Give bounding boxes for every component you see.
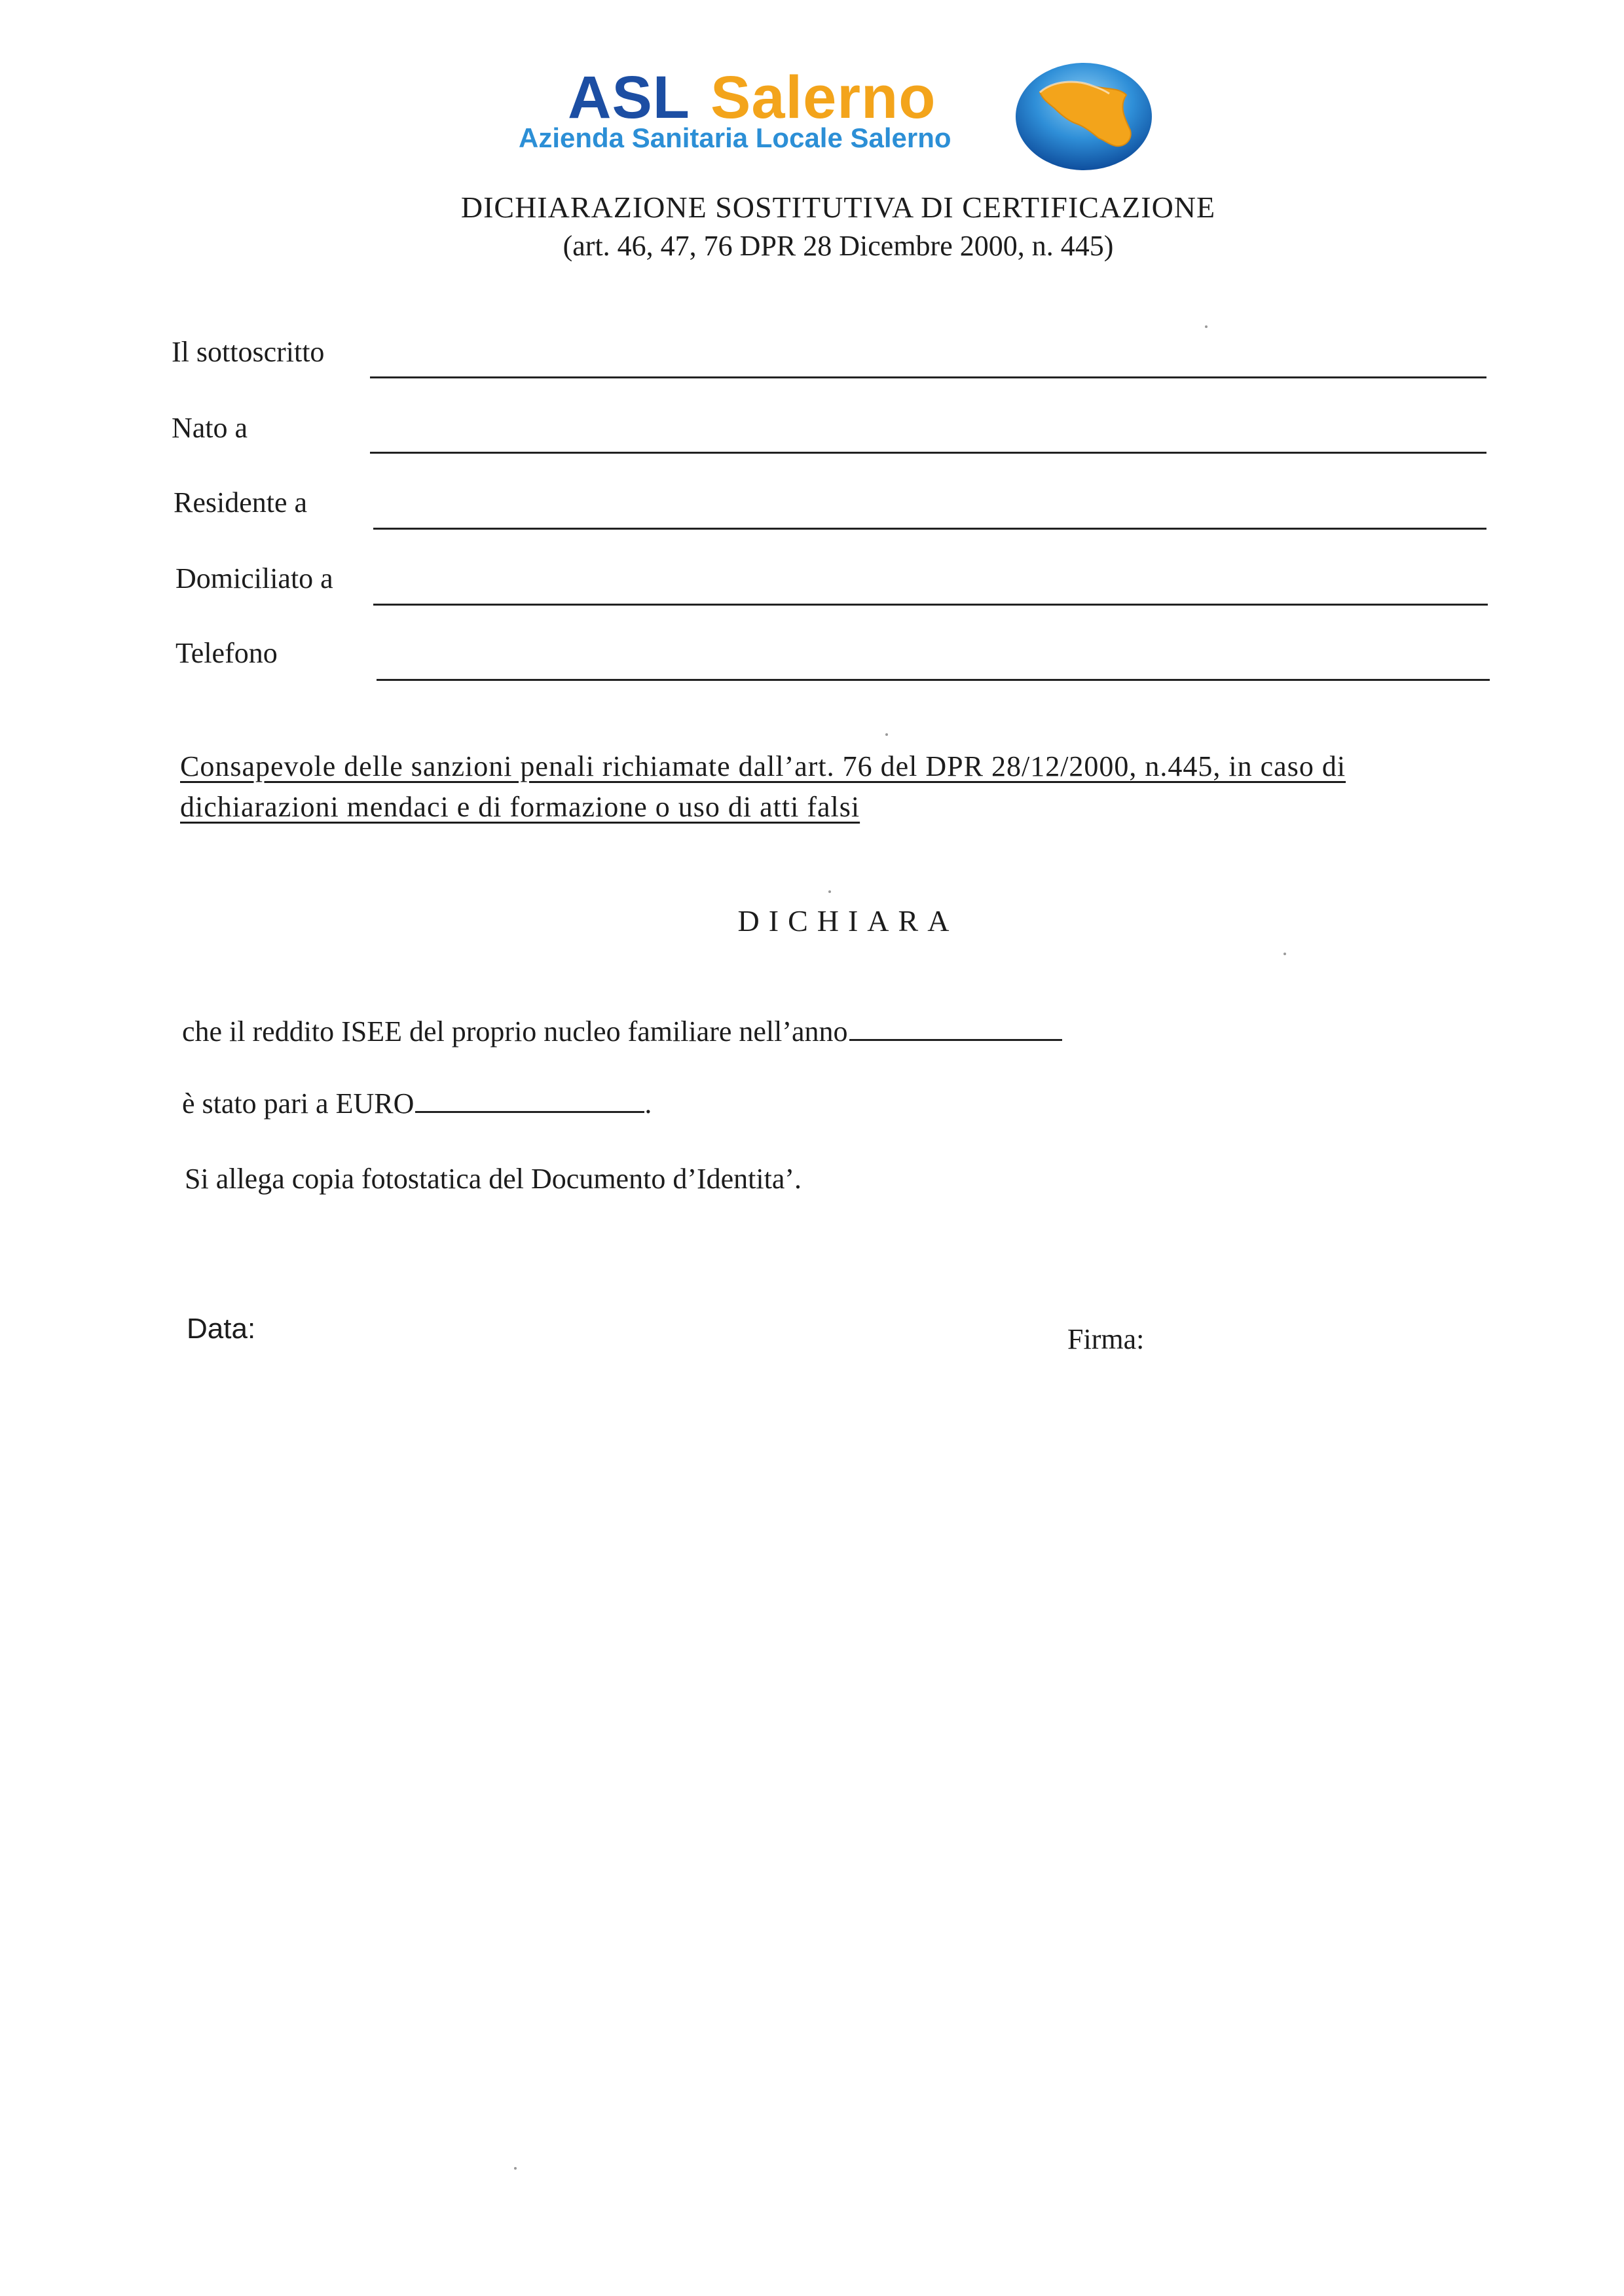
- date-label: Data:: [187, 1313, 256, 1345]
- asl-salerno-logo: [504, 56, 1159, 180]
- scan-speck: [828, 890, 831, 893]
- field-input-residente[interactable]: [373, 528, 1486, 530]
- statement-attachment: Si allega copia fotostatica del Documento d’Identita’.: [185, 1163, 802, 1195]
- field-input-sottoscritto[interactable]: [370, 376, 1486, 378]
- logo-name-asl: ASL: [568, 64, 690, 131]
- legal-warning: [180, 746, 1529, 828]
- field-input-domiciliato[interactable]: [373, 604, 1488, 606]
- amount-euro-blank[interactable]: [415, 1111, 644, 1113]
- statement-income-text: che il reddito ISEE del proprio nucleo familiare nell’anno: [182, 1015, 848, 1048]
- legal-warning-line-1: Consapevole delle sanzioni penali richiamate dall’art. 76 del DPR 28/12/2000, n.445, in caso di: [180, 750, 1346, 782]
- legal-reference: (art. 46, 47, 76 DPR 28 Dicembre 2000, n. 445): [563, 230, 1114, 262]
- income-year-blank[interactable]: [849, 1039, 1062, 1041]
- field-label-residente: Residente a: [174, 486, 308, 519]
- scan-speck: [1283, 953, 1286, 955]
- field-input-telefono[interactable]: [377, 679, 1490, 681]
- document-title: DICHIARAZIONE SOSTITUTIVA DI CERTIFICAZIONE: [460, 191, 1216, 224]
- statement-amount-text: è stato pari a EURO: [182, 1087, 415, 1120]
- scan-speck: [885, 733, 888, 736]
- scan-speck: [514, 2167, 517, 2170]
- statement-amount: [182, 1087, 652, 1120]
- scan-speck: [1205, 325, 1208, 328]
- field-label-nato: Nato a: [172, 412, 248, 444]
- signature-label: Firma:: [1067, 1323, 1145, 1355]
- statement-amount-end: .: [644, 1087, 652, 1120]
- logo-subtitle: Azienda Sanitaria Locale Salerno: [519, 122, 951, 153]
- field-label-domiciliato: Domiciliato a: [175, 562, 333, 594]
- field-label-telefono: Telefono: [175, 637, 278, 669]
- statement-income: [182, 1015, 1062, 1048]
- field-label-sottoscritto: Il sottoscritto: [172, 336, 325, 368]
- legal-warning-line-2: dichiarazioni mendaci e di formazione o uso di atti falsi: [180, 791, 860, 823]
- logo-name-salerno: Salerno: [710, 64, 936, 131]
- field-input-nato[interactable]: [370, 452, 1486, 454]
- campania-globe-icon: [1014, 61, 1154, 172]
- declaration-heading: DICHIARA: [737, 904, 959, 938]
